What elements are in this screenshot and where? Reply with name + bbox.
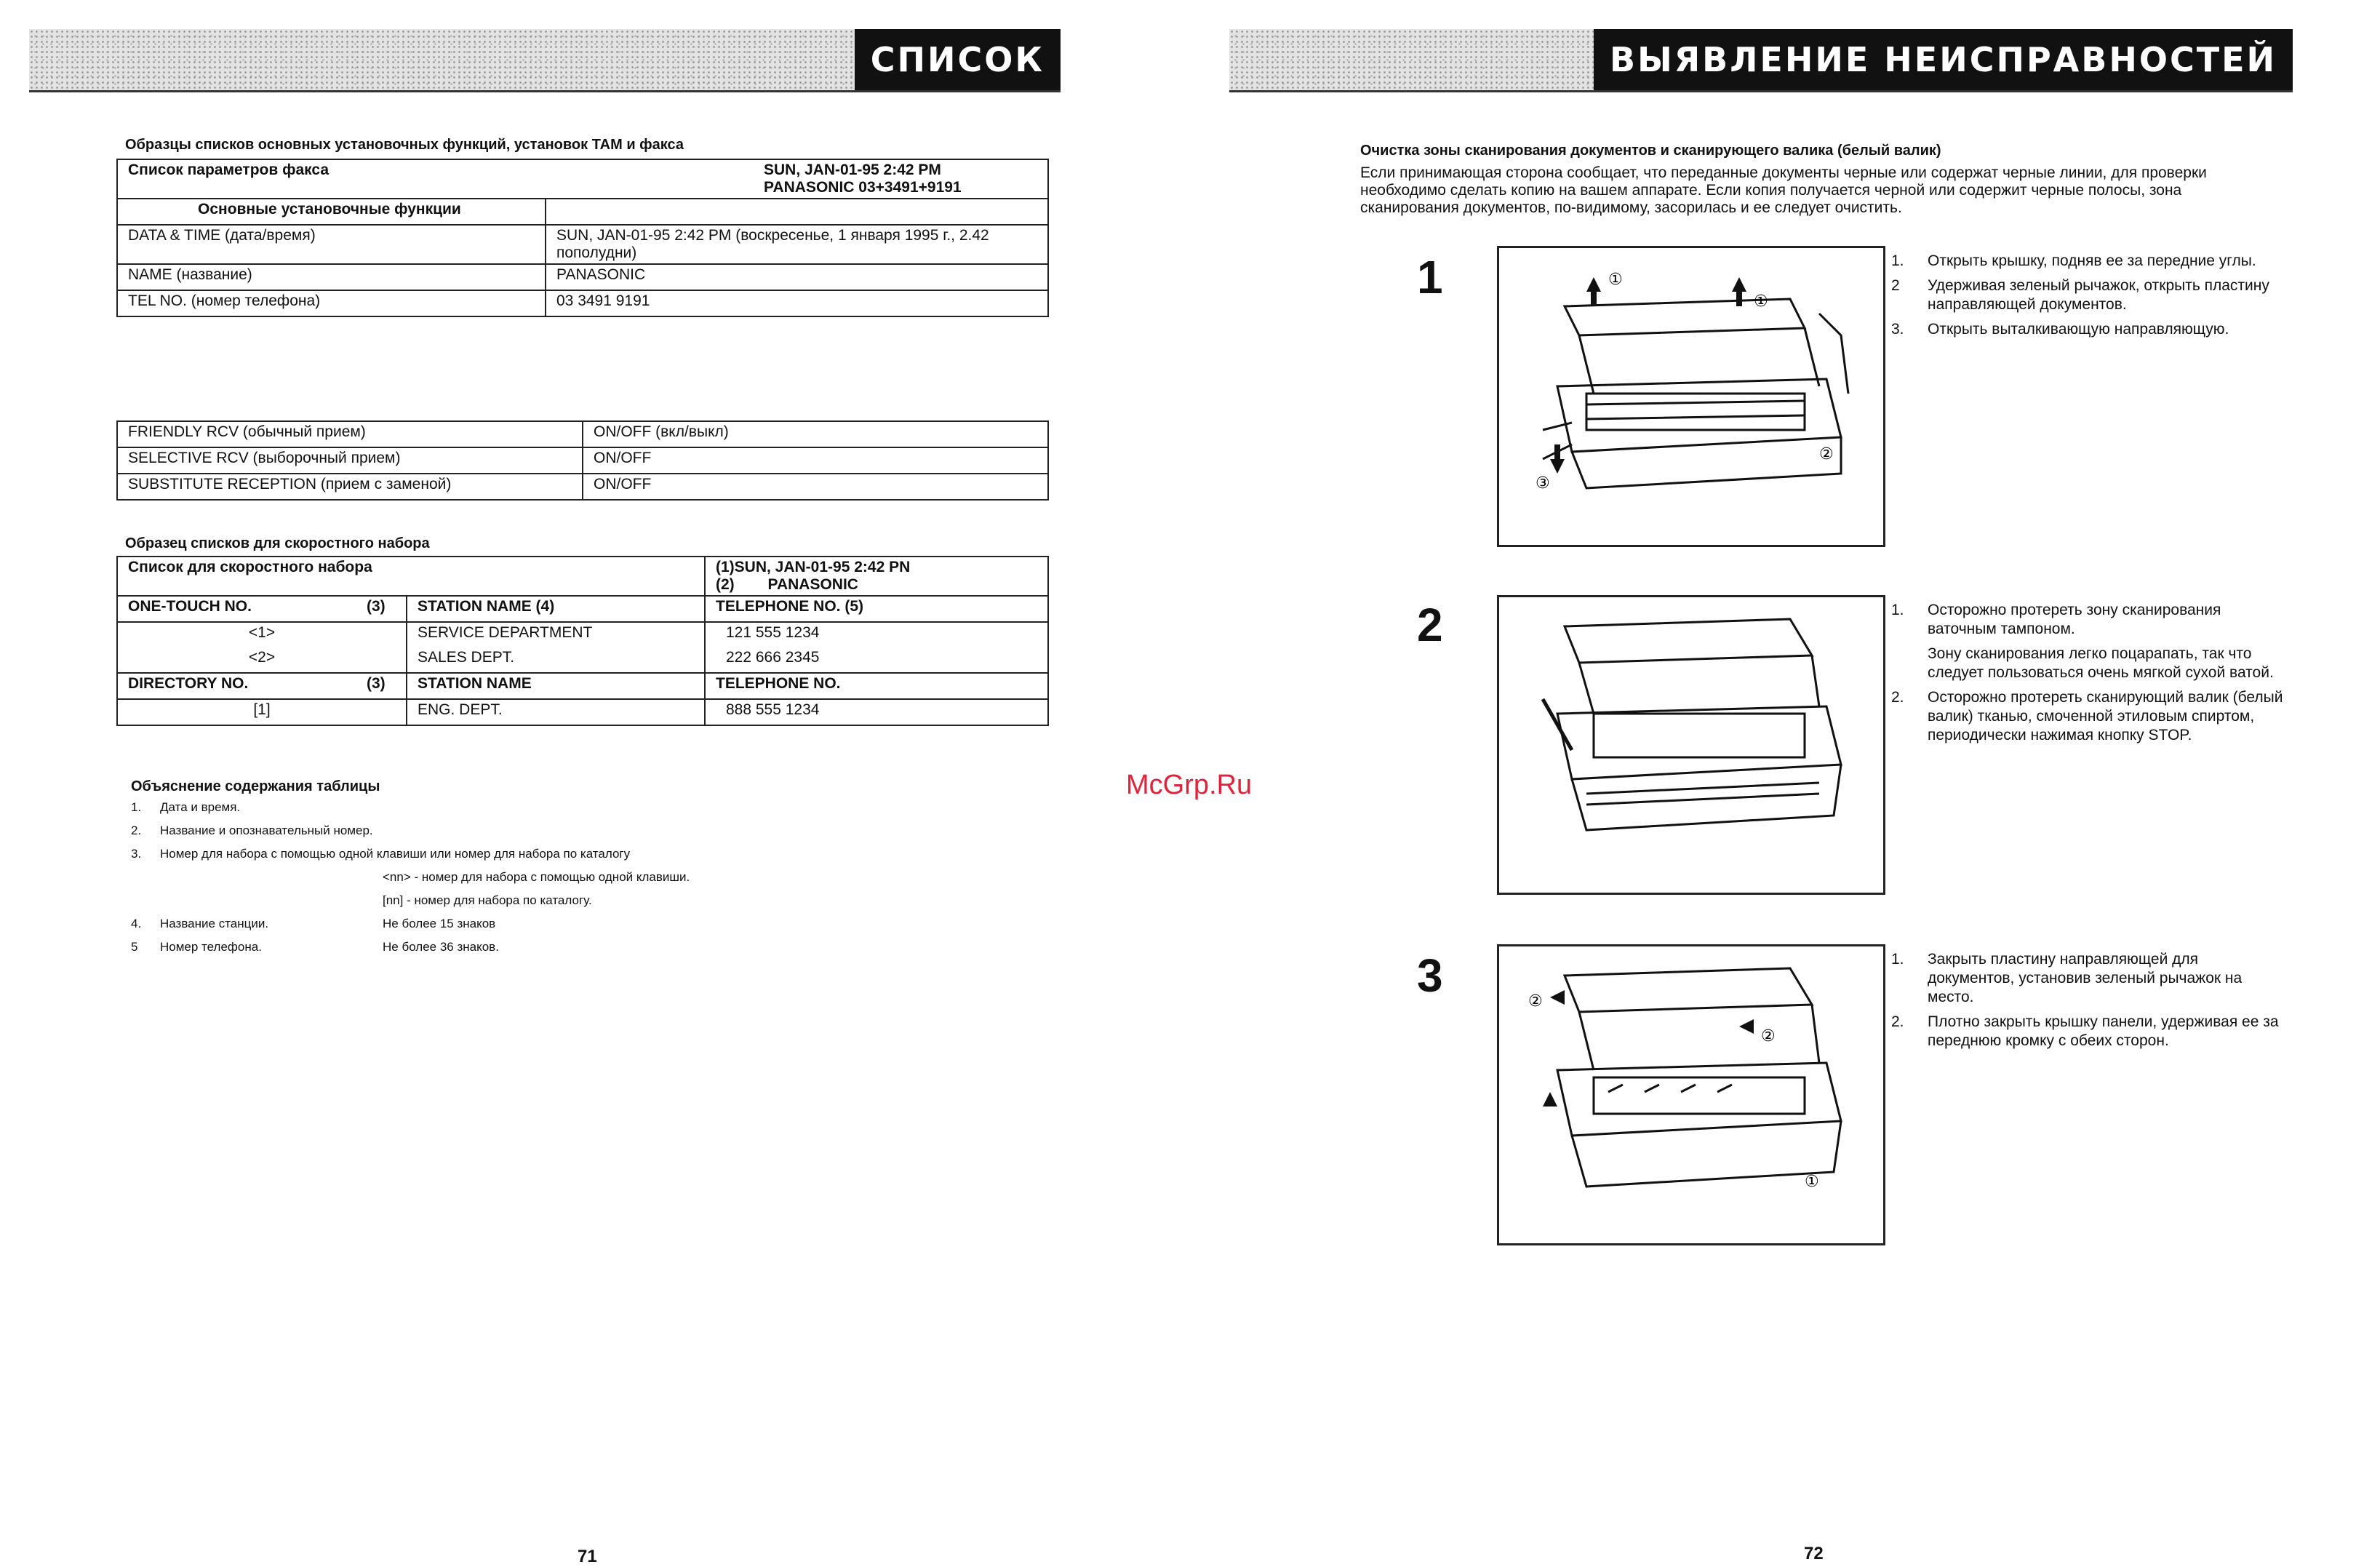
left-section2-title: Образец списков для скоростного набора: [125, 535, 430, 551]
speed-dial-table: [116, 556, 1049, 726]
right-intro: Если принимающая сторона сообщает, что переданные документы черные или содержат черные линии, для проверки необходимо сделать копию на вашем аппарате. Если копия получается черной или содержит черные полосы, зона сканирования документов, по-видимому, засорилась и ее следует очистить.: [1360, 164, 2207, 216]
item-num: 2: [1891, 277, 1900, 294]
callout-1b: ①: [1754, 292, 1768, 311]
step2-instructions: [1891, 601, 2284, 751]
legend-value: Не более 36 знаков.: [383, 940, 499, 954]
speed-date: (1)SUN, JAN-01-95 2:42 PN: [716, 559, 911, 575]
fax-row-label: TEL NO. (номер телефона): [117, 290, 546, 316]
list-item: [1891, 252, 2284, 271]
table-row: [117, 447, 1048, 474]
fax-row-label: DATA & TIME (дата/время): [117, 225, 546, 264]
step1-illustration: [1497, 246, 1885, 547]
dir-tel-header: TELEPHONE NO.: [705, 673, 1048, 699]
fax-list-header-right: [546, 159, 1048, 199]
station-header: STATION NAME (4): [407, 596, 705, 622]
speed-name-line: [716, 576, 1037, 594]
list-item: [1891, 320, 2284, 339]
legend-num: 4.: [131, 917, 142, 930]
step3-illustration: [1497, 944, 1885, 1245]
list-item: [1891, 645, 2284, 682]
list-item: [131, 847, 1004, 870]
list-item: [131, 940, 1004, 963]
one-touch-header: ONE-TOUCH NO.: [117, 596, 356, 622]
dir-station-name: ENG. DEPT.: [407, 699, 705, 725]
speed-title: Список для скоростного набора: [128, 559, 372, 575]
right-banner: [1229, 29, 2293, 92]
table-row: [117, 474, 1048, 500]
one-touch-mark: (3): [356, 596, 407, 622]
legend-num: 2.: [131, 824, 142, 837]
right-banner-title: ВЫЯВЛЕНИЕ НЕИСПРАВНОСТЕЙ: [1594, 29, 2293, 90]
item-num: 1.: [1891, 602, 1904, 618]
table-row: [117, 225, 1048, 264]
fax-list-subheader: Основные установочные функции: [117, 199, 546, 225]
tel-no: 222 666 2345: [705, 647, 1048, 673]
station-name: SERVICE DEPARTMENT: [407, 622, 705, 647]
legend-value: [nn] - номер для набора по каталогу.: [383, 893, 592, 907]
item-text: Осторожно протереть зону сканирования ваточным тампоном.: [1928, 602, 2221, 637]
list-item: [1891, 1013, 2284, 1050]
item-num: 1.: [1891, 951, 1904, 968]
fax-row-label: NAME (название): [117, 264, 546, 290]
left-section1-title: Образцы списков основных установочных функций, установок ТАМ и факса: [125, 137, 684, 153]
list-item: [131, 824, 1004, 847]
fax-row-value: 03 3491 9191: [546, 290, 1048, 316]
speed-name-text: PANASONIC: [767, 576, 858, 593]
item-num: 3.: [1891, 321, 1904, 338]
dir-mark: (3): [356, 673, 407, 699]
legend-text: Название и опознавательный номер.: [160, 824, 373, 837]
list-item: [1891, 601, 2284, 639]
fax-settings-table: [116, 159, 1049, 317]
dir-station-header: STATION NAME: [407, 673, 705, 699]
list-item: [1891, 276, 2284, 314]
rcv-value: ON/OFF: [583, 447, 1048, 474]
item-num: [1891, 645, 1928, 682]
item-text: Открыть крышку, подняв ее за передние углы.: [1928, 252, 2256, 269]
callout-3: ③: [1536, 474, 1550, 493]
table-row: [117, 264, 1048, 290]
fax-list-title: Список параметров факса: [117, 159, 546, 199]
step-number: 2: [1417, 599, 1443, 651]
item-text: Открыть выталкивающую направляющую.: [1928, 321, 2229, 338]
fax-list-id: PANASONIC 03+3491+9191: [764, 179, 962, 196]
right-section-title: Очистка зоны сканирования документов и сканирующего валика (белый валик): [1360, 143, 1941, 159]
one-touch-no: <2>: [117, 647, 407, 673]
fax-list-date: SUN, JAN-01-95 2:42 PM: [764, 162, 941, 178]
item-num: 1.: [1891, 252, 1904, 269]
legend-value: Не более 15 знаков: [383, 917, 496, 930]
speed-header-right: [705, 557, 1048, 596]
rcv-value: ON/OFF: [583, 474, 1048, 500]
rcv-label: SUBSTITUTE RECEPTION (прием с заменой): [117, 474, 583, 500]
one-touch-no: <1>: [117, 622, 407, 647]
dir-tel-no: 888 555 1234: [705, 699, 1048, 725]
speed-title-cell: [117, 557, 705, 596]
step3-instructions: [1891, 950, 2284, 1056]
dir-header: DIRECTORY NO.: [117, 673, 356, 699]
legend-value: <nn> - номер для набора с помощью одной клавиши.: [383, 870, 690, 884]
list-item: [1891, 688, 2284, 745]
table-row: [117, 622, 1048, 647]
step-number: 1: [1417, 251, 1443, 303]
item-text: Закрыть пластину направляющей для документов, установив зеленый рычажок на место.: [1928, 951, 2243, 1005]
fax-list-subheader-empty: [546, 199, 1048, 225]
step2-illustration: [1497, 595, 1885, 895]
callout-2: ②: [1819, 445, 1834, 463]
left-banner: [29, 29, 1061, 92]
station-name: SALES DEPT.: [407, 647, 705, 673]
table-row: [117, 699, 1048, 725]
tel-no: 121 555 1234: [705, 622, 1048, 647]
rcv-value: ON/OFF (вкл/выкл): [583, 421, 1048, 447]
item-num: 2.: [1891, 689, 1904, 706]
callout-2: ②: [1528, 992, 1543, 1010]
list-item: [131, 917, 1004, 940]
left-page-number: 71: [578, 1547, 597, 1566]
callout-1: ①: [1608, 271, 1623, 289]
legend-text: Дата и время.: [160, 800, 241, 814]
callout-1: ①: [1805, 1173, 1819, 1191]
rcv-label: SELECTIVE RCV (выборочный прием): [117, 447, 583, 474]
speed-name-num: (2): [716, 576, 735, 593]
dir-no: [1]: [117, 699, 407, 725]
legend-num: 5: [131, 940, 138, 954]
item-text: Плотно закрыть крышку панели, удерживая ее за переднюю кромку с обеих сторон.: [1928, 1013, 2279, 1049]
watermark-text: McGrp.Ru: [1126, 770, 1253, 800]
right-page-number: 72: [1804, 1544, 1824, 1563]
rcv-label: FRIENDLY RCV (обычный прием): [117, 421, 583, 447]
legend-text: Номер для набора с помощью одной клавиши или номер для набора по каталогу: [160, 847, 631, 861]
legend-list: [131, 800, 1004, 963]
fax-machine-close-icon: [1499, 946, 1883, 1243]
legend-title: Объяснение содержания таблицы: [131, 778, 380, 794]
legend-num: 1.: [131, 800, 142, 814]
item-text: Осторожно протереть сканирующий валик (белый валик) тканью, смоченной этиловым спиртом, периодически нажимая кнопку STOP.: [1928, 689, 2283, 743]
list-item: [131, 893, 1004, 917]
list-item: [1891, 950, 2284, 1007]
table-row: [117, 647, 1048, 673]
table-row: [117, 290, 1048, 316]
fax-machine-cleaning-icon: [1499, 597, 1883, 893]
legend-num: 3.: [131, 847, 142, 861]
legend-text: Название станции.: [160, 917, 269, 930]
item-num: 2.: [1891, 1013, 1904, 1030]
item-text: Удерживая зеленый рычажок, открыть пластину направляющей документов.: [1928, 277, 2269, 313]
fax-machine-open-icon: [1499, 248, 1883, 545]
fax-row-value: SUN, JAN-01-95 2:42 PM (воскресенье, 1 января 1995 г., 2.42 пополудни): [546, 225, 1048, 264]
list-item: [131, 870, 1004, 893]
rcv-table: [116, 420, 1049, 501]
callout-2b: ②: [1761, 1027, 1776, 1045]
item-text: Зону сканирования легко поцарапать, так что следует пользоваться очень мягкой сухой ватой.: [1928, 645, 2274, 681]
tel-header: TELEPHONE NO. (5): [705, 596, 1048, 622]
left-banner-title: СПИСОК: [855, 29, 1061, 90]
step1-instructions: [1891, 252, 2284, 345]
fax-row-value: PANASONIC: [546, 264, 1048, 290]
list-item: [131, 800, 1004, 824]
table-row: [117, 421, 1048, 447]
step-number: 3: [1417, 949, 1443, 1002]
legend-text: Номер телефона.: [160, 940, 262, 954]
